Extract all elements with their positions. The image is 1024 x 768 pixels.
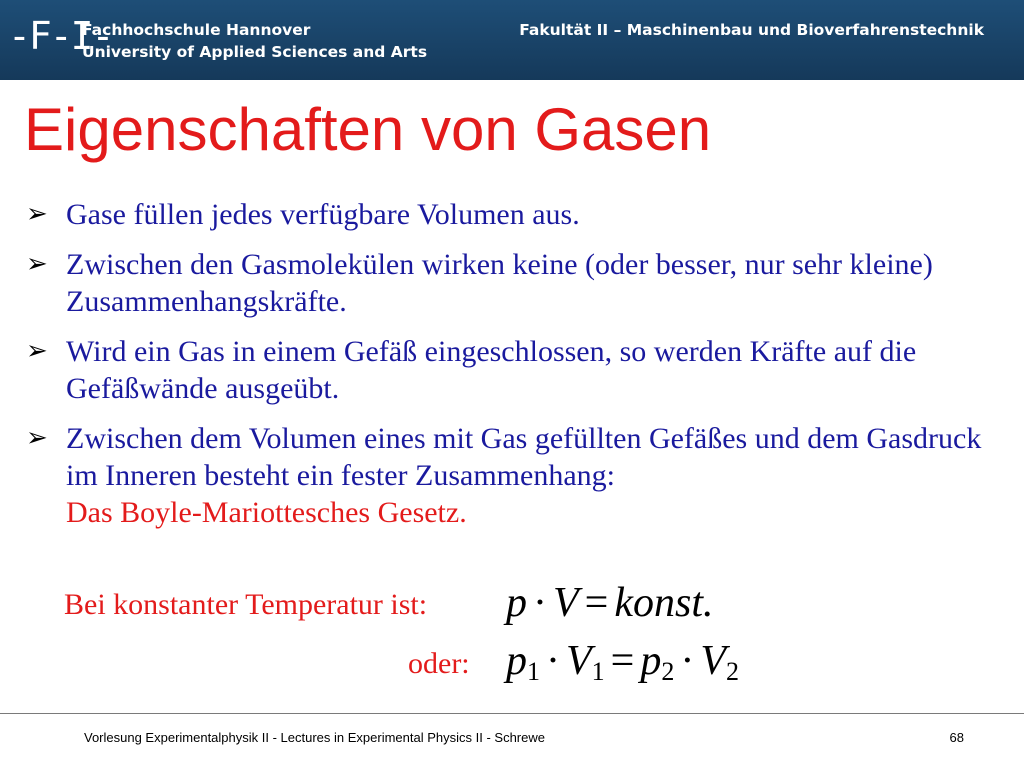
- formula-operator: ·: [680, 638, 695, 684]
- formula-label-constant-temperature: Bei konstanter Temperatur ist:: [64, 588, 428, 621]
- formula-symbol: V: [700, 638, 726, 684]
- formula-subscript: 1: [527, 657, 540, 686]
- formula-symbol: konst.: [614, 580, 714, 626]
- footer-divider: [0, 713, 1024, 714]
- bullet-text: Gase füllen jedes verfügbare Volumen aus.: [66, 198, 580, 231]
- university-name-en: University of Applied Sciences and Arts: [82, 43, 428, 61]
- university-name-de: Fachhochschule Hannover: [82, 21, 311, 39]
- formula-symbol: p: [506, 638, 527, 684]
- boyle-formula: [506, 578, 714, 628]
- arrow-bullet-icon: ➢: [26, 423, 48, 453]
- formula-subscript: 1: [591, 657, 605, 686]
- boyle-formula-states: [506, 636, 739, 697]
- page-number: 68: [949, 730, 964, 745]
- university-logo: -F-I-: [8, 14, 113, 58]
- formula-subscript: 2: [661, 657, 675, 686]
- bullet-item: [24, 420, 1004, 531]
- formula-symbol: p: [640, 638, 662, 684]
- bullet-item: [24, 333, 1004, 407]
- bullet-text: Wird ein Gas in einem Gefäß eingeschlossen, so werden Kräfte auf die Gefäßwände ausgeübt.: [66, 335, 917, 405]
- formula-label-or: oder:: [408, 647, 470, 680]
- arrow-bullet-icon: ➢: [26, 199, 48, 229]
- formula-symbol: p: [506, 580, 527, 626]
- formula-operator: ·: [533, 580, 547, 626]
- formula-operator: =: [584, 580, 609, 626]
- formula-symbol: V: [553, 580, 579, 626]
- header-bar: [0, 0, 1024, 80]
- law-name: Das Boyle-Mariottesches Gesetz.: [66, 496, 467, 529]
- formula-subscript: 2: [726, 657, 739, 686]
- arrow-bullet-icon: ➢: [26, 336, 48, 366]
- bullet-item: [24, 196, 1004, 233]
- footer-lecture-title: Vorlesung Experimentalphysik II - Lectures in Experimental Physics II - Schrewe: [84, 730, 545, 745]
- bullet-text: Zwischen dem Volumen eines mit Gas gefüllten Gefäßes und dem Gasdruck im Inneren besteht ein fester Zusammenhang:: [66, 422, 982, 492]
- bullet-text: Zwischen den Gasmolekülen wirken keine (oder besser, nur sehr kleine) Zusammenhangskräfte.: [66, 248, 933, 318]
- formula-operator: =: [610, 638, 635, 684]
- faculty-name: Fakultät II – Maschinenbau und Bioverfahrenstechnik: [519, 21, 984, 39]
- slide-title: Eigenschaften von Gasen: [24, 96, 712, 163]
- arrow-bullet-icon: ➢: [26, 249, 48, 279]
- bullet-list: [24, 196, 1004, 544]
- formula-operator: ·: [546, 638, 560, 684]
- formula-symbol: V: [566, 638, 592, 684]
- bullet-item: [24, 246, 1004, 320]
